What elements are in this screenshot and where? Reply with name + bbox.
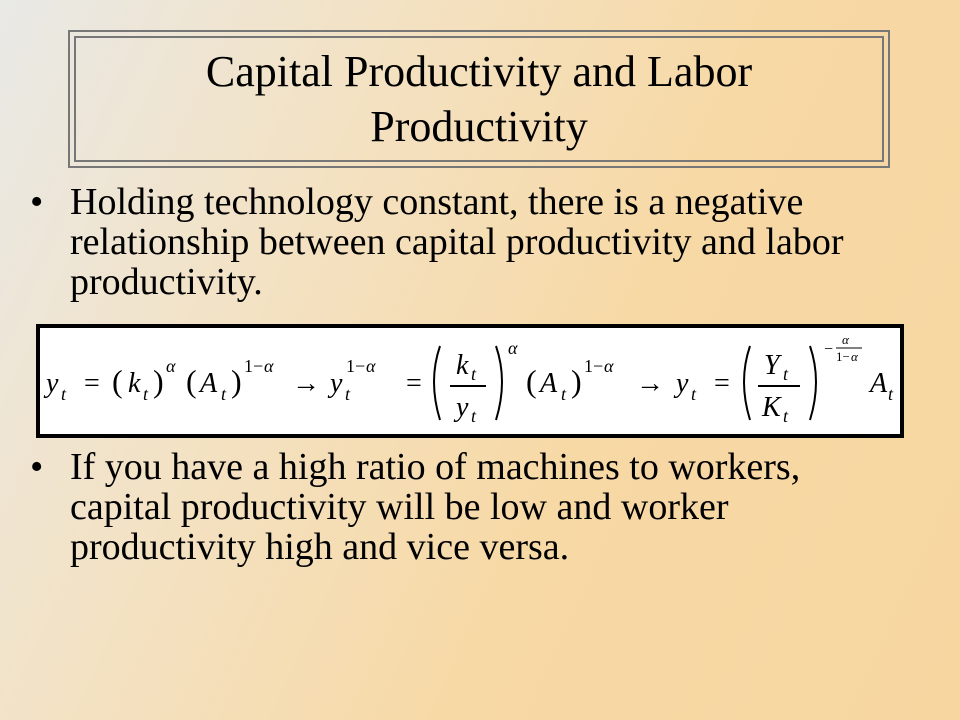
svg-text:t: t xyxy=(783,364,789,384)
bullet-text: Holding technology constant, there is a negative relationship between capital productivity and labor productivity. xyxy=(70,181,844,303)
svg-text:→: → xyxy=(292,368,320,399)
svg-text:k: k xyxy=(456,350,469,381)
svg-text:=: = xyxy=(84,368,100,399)
svg-text:α: α xyxy=(851,349,858,364)
slide-title-inner-frame xyxy=(74,36,884,162)
svg-text:A: A xyxy=(540,368,558,399)
bullet-dot: • xyxy=(30,446,44,488)
svg-text:): ) xyxy=(153,363,164,399)
slide-title-frame xyxy=(68,30,890,168)
svg-text:t: t xyxy=(471,406,477,426)
svg-text:y: y xyxy=(676,368,689,399)
equation-formula xyxy=(40,328,900,434)
svg-text:k: k xyxy=(128,368,141,399)
bullet-text: If you have a high ratio of machines to workers, capital productivity will be low and worker productivity high and vice versa. xyxy=(70,446,801,568)
svg-text:): ) xyxy=(231,363,242,399)
svg-text:α: α xyxy=(264,356,274,376)
svg-text:t: t xyxy=(561,384,567,404)
svg-text:α: α xyxy=(508,338,518,358)
svg-text:t: t xyxy=(61,384,67,404)
svg-text:y: y xyxy=(456,392,469,423)
svg-text:(: ( xyxy=(112,363,123,399)
svg-text:A: A xyxy=(200,368,218,399)
svg-text:α: α xyxy=(166,356,176,376)
svg-text:α: α xyxy=(842,332,849,347)
svg-text:1−: 1− xyxy=(244,356,264,376)
svg-text:y: y xyxy=(330,368,343,399)
svg-text:=: = xyxy=(714,368,730,399)
svg-text:): ) xyxy=(571,363,582,399)
svg-text:t: t xyxy=(888,384,894,404)
svg-text:1−: 1− xyxy=(584,356,604,376)
svg-text:1−: 1− xyxy=(346,356,366,376)
svg-text:−: − xyxy=(824,341,834,358)
slide-title: Capital Productivity and Labor Productivity xyxy=(205,47,753,151)
svg-text:1−: 1− xyxy=(836,349,850,364)
svg-text:=: = xyxy=(406,368,422,399)
svg-text:t: t xyxy=(471,364,477,384)
svg-text:→: → xyxy=(636,368,664,399)
svg-text:t: t xyxy=(783,406,789,426)
equation-box xyxy=(36,324,904,438)
svg-text:t: t xyxy=(345,384,351,404)
svg-text:α: α xyxy=(604,356,614,376)
svg-text:Y: Y xyxy=(764,350,780,381)
svg-text:t: t xyxy=(143,384,149,404)
svg-text:t: t xyxy=(221,384,227,404)
svg-text:t: t xyxy=(691,384,697,404)
svg-text:A: A xyxy=(870,368,888,399)
svg-text:K: K xyxy=(762,392,781,423)
svg-text:y: y xyxy=(46,368,59,399)
svg-text:(: ( xyxy=(186,363,197,399)
svg-text:α: α xyxy=(366,356,376,376)
svg-text:(: ( xyxy=(526,363,537,399)
bullet-dot: • xyxy=(30,181,44,223)
